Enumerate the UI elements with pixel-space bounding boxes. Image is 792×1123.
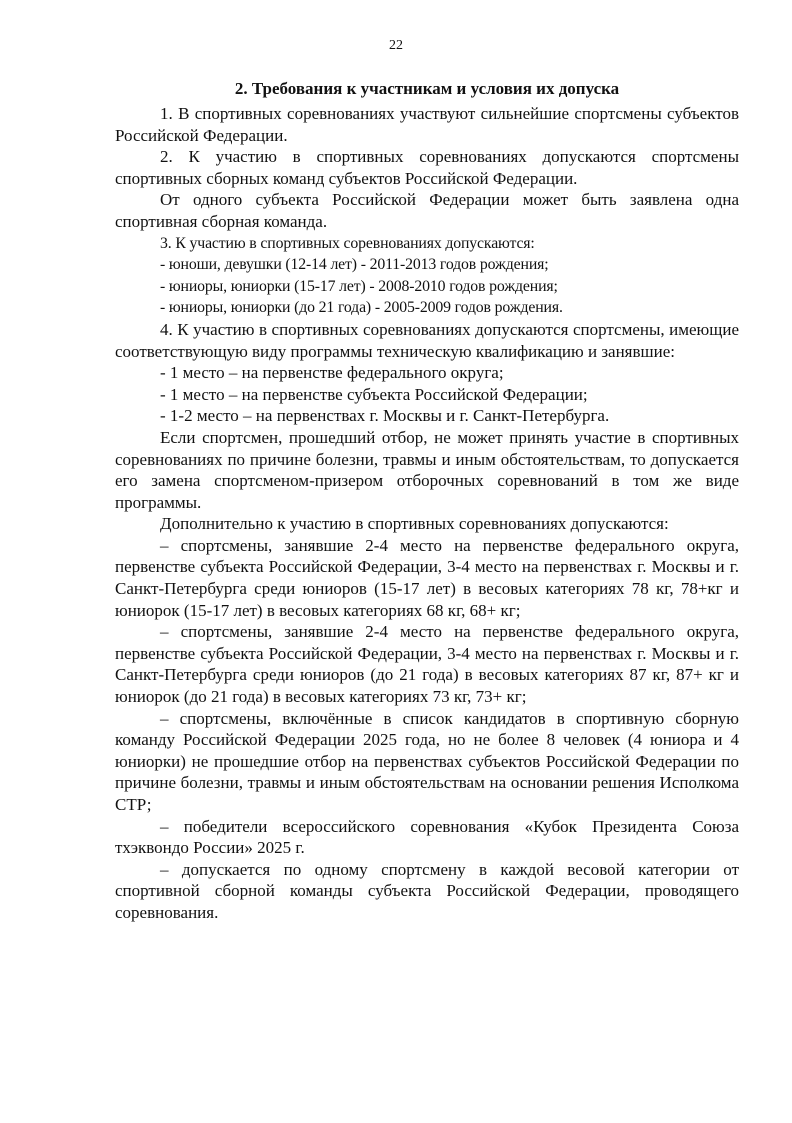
age-groups-intro: 3. К участию в спортивных соревнованиях допускаются: — [160, 234, 535, 252]
additional-item: – победители всероссийского соревнования «Кубок Президента Союза тхэквондо России» 2025 г. — [115, 816, 739, 858]
additional-item: – спортсмены, включённые в список кандидатов в спортивную сборную команду Российской Федерации 2025 года, но не более 8 человек (4 юниора и 4 юниорки) не прошедшие отбор на первенствах субъектов Российской Федерации по причине болезни, травмы и иным обстоятельствам на основании решения Исполкома СТР; — [115, 708, 739, 814]
age-group-item: - юниоры, юниорки (15-17 лет) - 2008-2010 годов рождения; — [160, 277, 558, 295]
place-item: - 1 место – на первенстве федерального округа; — [160, 363, 504, 383]
paragraph-4: 4. К участию в спортивных соревнованиях допускаются спортсмены, имеющие соответствующую виду программы техническую квалификацию и занявшие: — [115, 319, 739, 361]
replacement-paragraph: Если спортсмен, прошедший отбор, не может принять участие в спортивных соревнованиях по причине болезни, травмы и иным обстоятельствам, то допускается его замена спортсменом-призером отборочных соревнований в том же виде программы. — [115, 427, 739, 512]
place-item: - 1 место – на первенстве субъекта Российской Федерации; — [160, 384, 588, 404]
age-group-item: - юниоры, юниорки (до 21 года) - 2005-2009 годов рождения. — [160, 299, 563, 317]
additional-admission-intro: Дополнительно к участию в спортивных соревнованиях допускаются: — [160, 514, 669, 534]
place-item: - 1-2 место – на первенствах г. Москвы и г. Санкт-Петербурга. — [160, 406, 610, 426]
paragraph-3: От одного субъекта Российской Федерации может быть заявлена одна спортивная сборная команда. — [115, 190, 739, 231]
age-group-item: - юноши, девушки (12-14 лет) - 2011-2013 годов рождения; — [160, 256, 549, 274]
additional-item: – спортсмены, занявшие 2-4 место на первенстве федерального округа, первенстве субъекта Российской Федерации, 3-4 место на первенствах г. Москвы и г. Санкт-Петербурга среди юниоров (до 21 года) в весовых категориях 87 кг, 87+ кг и юниорок (до 21 года) в весовых категориях 73 кг, 73+ кг; — [115, 622, 739, 707]
paragraph-2: 2. К участию в спортивных соревнованиях допускаются спортсмены спортивных сборных команд субъектов Российской Федерации. — [115, 147, 739, 188]
section-title: 2. Требования к участникам и условия их допуска — [234, 79, 620, 98]
document-body — [115, 78, 739, 924]
additional-item: – допускается по одному спортсмену в каждой весовой категории от спортивной сборной команды субъекта Российской Федерации, проводящего соревнования. — [115, 859, 739, 922]
additional-item: – спортсмены, занявшие 2-4 место на первенстве федерального округа, первенстве субъекта Российской Федерации, 3-4 место на первенствах г. Москвы и г. Санкт-Петербурга среди юниоров (15-17 лет) в весовых категориях 78 кг, 78+кг и юниорок (15-17 лет) в весовых категориях 68 кг, 68+ кг; — [115, 535, 739, 620]
page-number: 22 — [389, 38, 403, 53]
paragraph-1: 1. В спортивных соревнованиях участвуют сильнейшие спортсмены субъектов Российской Федерации. — [115, 104, 739, 145]
